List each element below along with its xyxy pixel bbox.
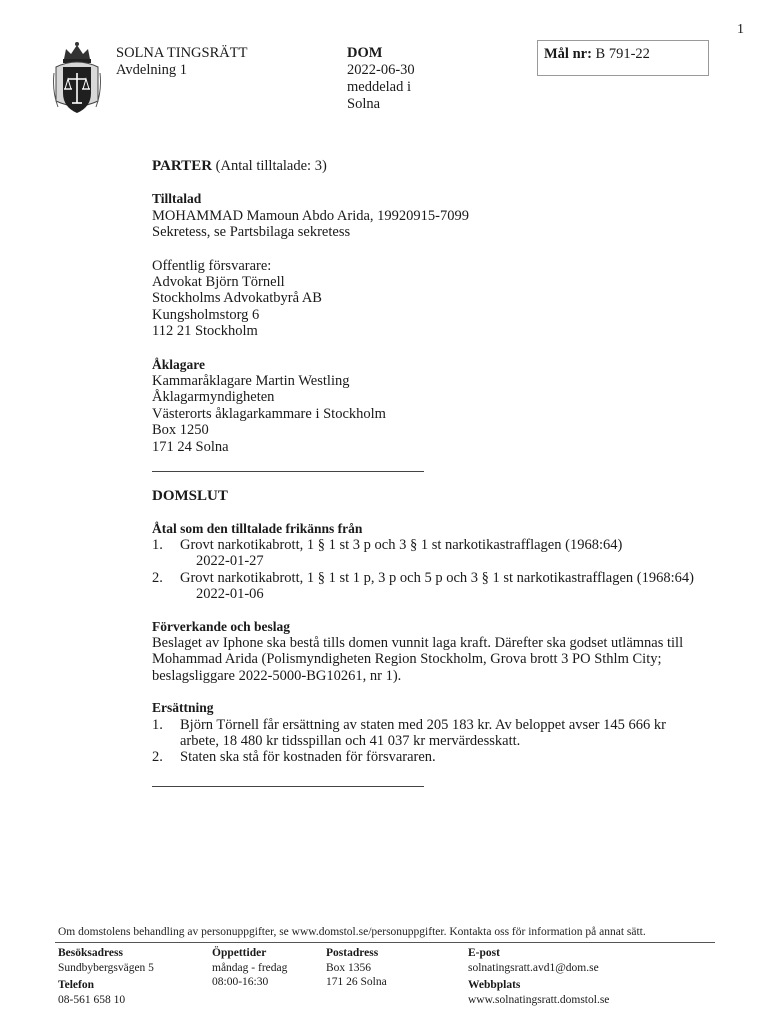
privacy-note: Om domstolens behandling av personuppgifter, se www.domstol.se/personuppgifter. Kontakta oss för information på annat sätt.	[58, 926, 646, 938]
document-delivered: meddelad i	[347, 79, 412, 95]
postal-city: 171 26 Solna	[326, 976, 387, 988]
phone-heading: Telefon	[58, 979, 94, 991]
compensation-text: Björn Törnell får ersättning av staten med 205 183 kr. Av beloppet avser 145 666 kr arbete, 18 480 kr tidsspillan och 41 037 kr mervärdesskatt.	[180, 716, 666, 749]
hours-time: 08:00-16:30	[212, 976, 269, 988]
verdict-title: DOMSLUT	[152, 488, 228, 505]
web-heading: Webbplats	[468, 979, 521, 991]
email-heading: E-post	[468, 947, 500, 959]
case-number-box	[537, 40, 709, 76]
charge-date: 2022-01-27	[196, 553, 264, 570]
hours-heading: Öppettider	[212, 947, 267, 959]
charge-number: 2.	[152, 569, 163, 586]
document-date: 2022-06-30	[347, 62, 415, 78]
court-division: Avdelning 1	[116, 62, 188, 78]
footer-divider	[55, 942, 715, 943]
charge-number: 1.	[152, 536, 163, 553]
defendant-name: MOHAMMAD Mamoun Abdo Arida, 19920915-7099	[152, 207, 469, 224]
compensation-number: 1.	[152, 716, 163, 733]
charge-text: Grovt narkotikabrott, 1 § 1 st 1 p, 3 p och 5 p och 3 § 1 st narkotikastrafflagen (1968:64)	[180, 569, 694, 586]
forfeiture-text: Beslaget av Iphone ska bestå tills domen vunnit laga kraft. Därefter ska godset utlämnas till Mohammad Arida (Polismyndigheten Region Stockholm, Grova brott 3 PO Sthlm City; beslagsliggare 2022-5000-BG10261, nr 1).	[152, 634, 684, 684]
visit-heading: Besöksadress	[58, 947, 123, 959]
defendant-heading: Tilltalad	[152, 191, 202, 207]
footer-visit-column	[58, 946, 154, 1007]
compensation-item	[152, 717, 692, 750]
footer-contact-column	[468, 946, 609, 1007]
court-header	[116, 45, 247, 79]
prosecutor-heading: Åklagare	[152, 356, 205, 372]
hours-days: måndag - fredag	[212, 961, 288, 974]
compensation-item	[152, 749, 732, 765]
document-type: DOM	[347, 45, 383, 61]
defendant-secrecy: Sekretess, se Partsbilaga sekretess	[152, 224, 351, 241]
web-link[interactable]: www.solnatingsratt.domstol.se	[468, 993, 610, 1006]
footer-postal-column	[326, 946, 387, 990]
page-number: 1	[737, 22, 744, 37]
forfeiture-heading: Förverkande och beslag	[152, 618, 290, 634]
postal-box: Box 1356	[326, 961, 372, 974]
prosecutor-line: Box 1250	[152, 422, 209, 439]
charge-item	[152, 537, 732, 553]
defender-line: Kungsholmstorg 6	[152, 306, 260, 323]
defender-line: Stockholms Advokatbyrå AB	[152, 290, 322, 307]
section-divider	[152, 786, 424, 787]
prosecutor-line: Västerorts åklagarkammare i Stockholm	[152, 405, 386, 422]
footer-hours-column	[212, 946, 287, 990]
email-link[interactable]: solnatingsratt.avd1@dom.se	[468, 961, 599, 974]
compensation-number: 2.	[152, 749, 163, 766]
case-number: B 791-22	[595, 46, 650, 62]
defender-heading: Offentlig försvarare:	[152, 257, 272, 274]
defender-line: Advokat Björn Törnell	[152, 274, 285, 291]
court-coat-of-arms-icon	[52, 41, 102, 121]
document-body	[152, 158, 732, 787]
visit-address: Sundbybergsvägen 5	[58, 961, 154, 974]
compensation-text: Staten ska stå för kostnaden för försvararen.	[180, 749, 436, 766]
compensation-heading: Ersättning	[152, 700, 214, 716]
charge-date: 2022-01-06	[196, 586, 264, 603]
document-header	[347, 45, 415, 113]
acquittal-heading: Åtal som den tilltalade frikänns från	[152, 520, 363, 536]
prosecutor-line: Åklagarmyndigheten	[152, 389, 275, 406]
charge-item	[152, 570, 732, 586]
defender-line: 112 21 Stockholm	[152, 323, 258, 340]
phone-number: 08-561 658 10	[58, 993, 126, 1006]
court-name: SOLNA TINGSRÄTT	[116, 45, 248, 61]
parties-title: PARTER	[152, 158, 213, 174]
postal-heading: Postadress	[326, 947, 379, 959]
case-number-label: Mål nr:	[544, 46, 592, 62]
charge-text: Grovt narkotikabrott, 1 § 1 st 3 p och 3 § 1 st narkotikastrafflagen (1968:64)	[180, 536, 623, 553]
parties-section	[152, 158, 732, 174]
prosecutor-line: 171 24 Solna	[152, 438, 229, 455]
prosecutor-line: Kammaråklagare Martin Westling	[152, 373, 350, 390]
document-place: Solna	[347, 96, 381, 112]
parties-count-note: (Antal tilltalade: 3)	[215, 158, 327, 174]
